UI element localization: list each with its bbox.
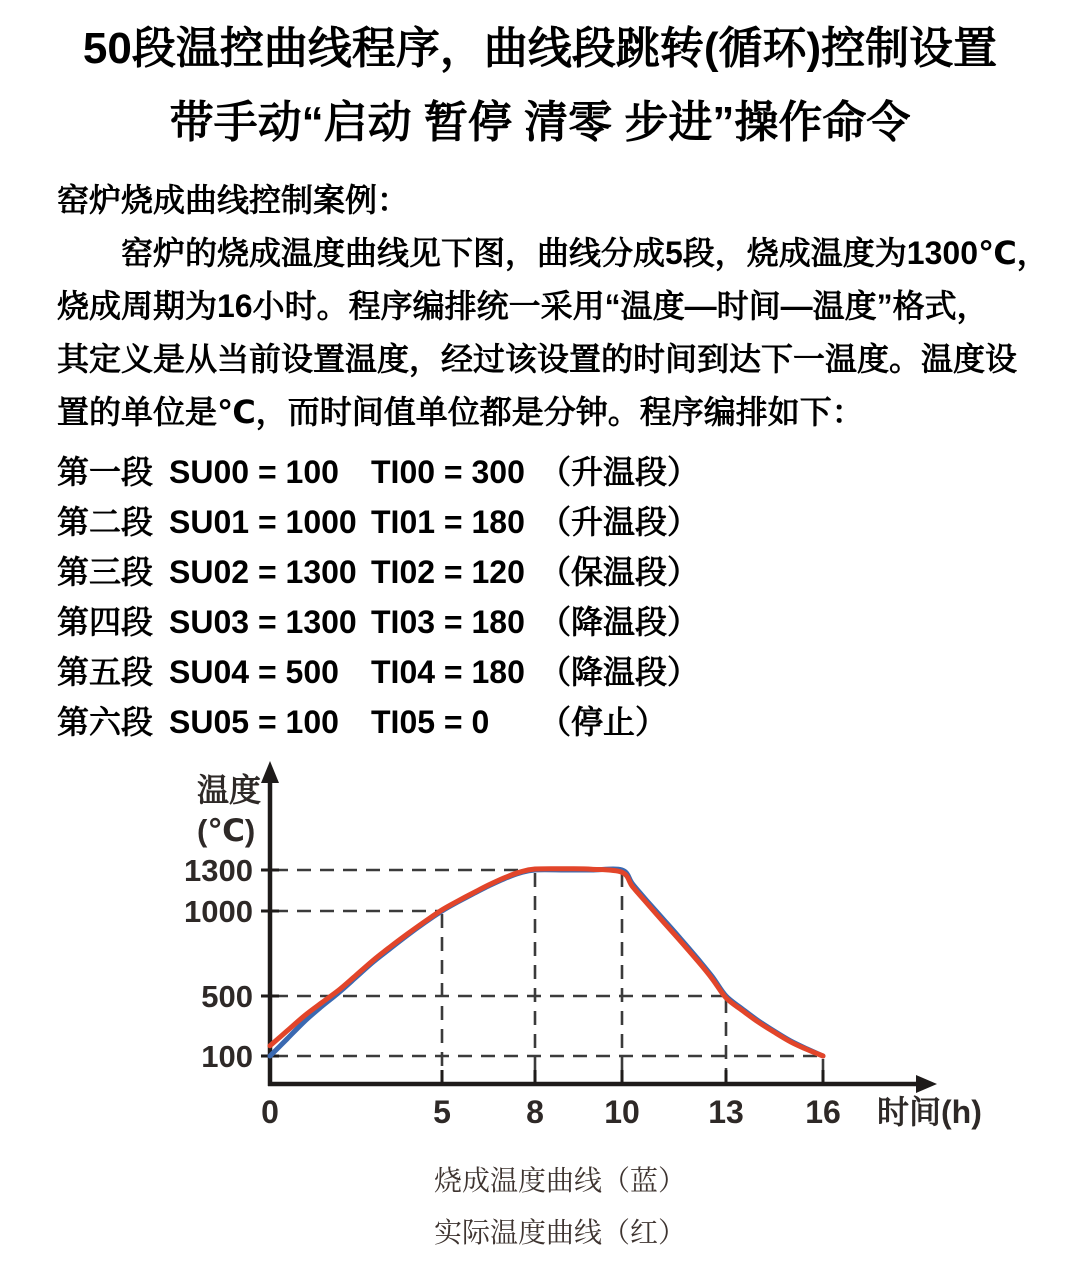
seg-ti: TI01 = 180 xyxy=(371,504,525,540)
seg-ti: TI04 = 180 xyxy=(371,654,525,690)
chart-legend xyxy=(100,1155,1020,1259)
y-tick-label: 100 xyxy=(201,1039,253,1074)
segment-row xyxy=(57,647,1023,697)
seg-su: SU00 = 100 xyxy=(169,454,339,490)
y-tick-label: 1000 xyxy=(184,894,253,929)
seg-su: SU04 = 500 xyxy=(169,654,339,690)
seg-su: SU05 = 100 xyxy=(169,704,339,740)
axis-labels xyxy=(184,772,982,1130)
case-heading: 窑炉烧成曲线控制案例： xyxy=(57,182,410,218)
seg-ti: TI05 = 0 xyxy=(371,704,490,740)
x-axis-arrow xyxy=(916,1075,937,1093)
y-axis-unit: (℃) xyxy=(197,813,256,848)
seg-label: 第三段 xyxy=(57,554,154,590)
x-tick-label: 10 xyxy=(604,1094,640,1130)
segment-row xyxy=(57,697,1023,747)
segment-list xyxy=(57,447,1023,747)
seg-note: （降温段） xyxy=(539,604,700,640)
intro-line: 其定义是从当前设置温度，经过该设置的时间到达下一温度。温度设 xyxy=(57,341,1018,377)
x-tick-label: 8 xyxy=(526,1094,544,1130)
y-tick-label: 500 xyxy=(201,979,253,1014)
seg-note: （升温段） xyxy=(539,504,700,540)
segment-row xyxy=(57,497,1023,547)
seg-note: （降温段） xyxy=(539,654,700,690)
y-axis-arrow xyxy=(261,761,279,783)
seg-su: SU01 = 1000 xyxy=(169,504,357,540)
seg-su: SU03 = 1300 xyxy=(169,604,357,640)
x-tick-label: 5 xyxy=(433,1094,451,1130)
seg-su: SU02 = 1300 xyxy=(169,554,357,590)
intro-line: 烧成周期为16小时。程序编排统一采用“温度—时间—温度”格式， xyxy=(57,288,989,324)
legend-red-label: 实际温度曲线（红） xyxy=(433,1217,686,1248)
document-content xyxy=(57,174,1049,747)
page-title-line1: 50段温控曲线程序，曲线段跳转(循环)控制设置 xyxy=(82,24,998,73)
seg-label: 第五段 xyxy=(57,654,154,690)
legend-blue-label: 烧成温度曲线（蓝） xyxy=(433,1165,686,1196)
seg-label: 第四段 xyxy=(57,604,154,640)
page-title-line2: 带手动“启动 暂停 清零 步进”操作命令 xyxy=(169,98,911,147)
segment-row xyxy=(57,547,1023,597)
x-tick-label: 16 xyxy=(805,1094,841,1130)
seg-note: （停止） xyxy=(539,704,668,740)
intro-paragraph xyxy=(57,227,1049,439)
segment-row xyxy=(57,597,1023,647)
y-axis-title: 温度 xyxy=(197,772,262,808)
series-curves xyxy=(270,869,823,1056)
seg-ti: TI03 = 180 xyxy=(371,604,525,640)
page-title xyxy=(0,0,1080,160)
intro-line: 窑炉的烧成温度曲线见下图，曲线分成5段，烧成温度为1300℃， xyxy=(121,235,1049,271)
actual-temperature-curve xyxy=(270,869,823,1056)
x-axis-title: 时间(h) xyxy=(877,1094,982,1130)
y-tick-label: 1300 xyxy=(184,853,253,888)
segment-row xyxy=(57,447,1023,497)
temperature-chart xyxy=(0,749,1080,1151)
set-temperature-curve xyxy=(270,869,823,1056)
seg-ti: TI02 = 120 xyxy=(371,554,525,590)
axes xyxy=(261,761,937,1093)
temperature-chart-svg xyxy=(140,749,1040,1149)
seg-ti: TI00 = 300 xyxy=(371,454,525,490)
seg-label: 第二段 xyxy=(57,504,154,540)
seg-label: 第一段 xyxy=(57,454,154,490)
seg-note: （保温段） xyxy=(539,554,700,590)
seg-note: （升温段） xyxy=(539,454,700,490)
x-tick-label: 0 xyxy=(261,1094,279,1130)
x-tick-label: 13 xyxy=(708,1094,744,1130)
seg-label: 第六段 xyxy=(57,704,154,740)
intro-line: 置的单位是℃，而时间值单位都是分钟。程序编排如下： xyxy=(57,394,864,430)
